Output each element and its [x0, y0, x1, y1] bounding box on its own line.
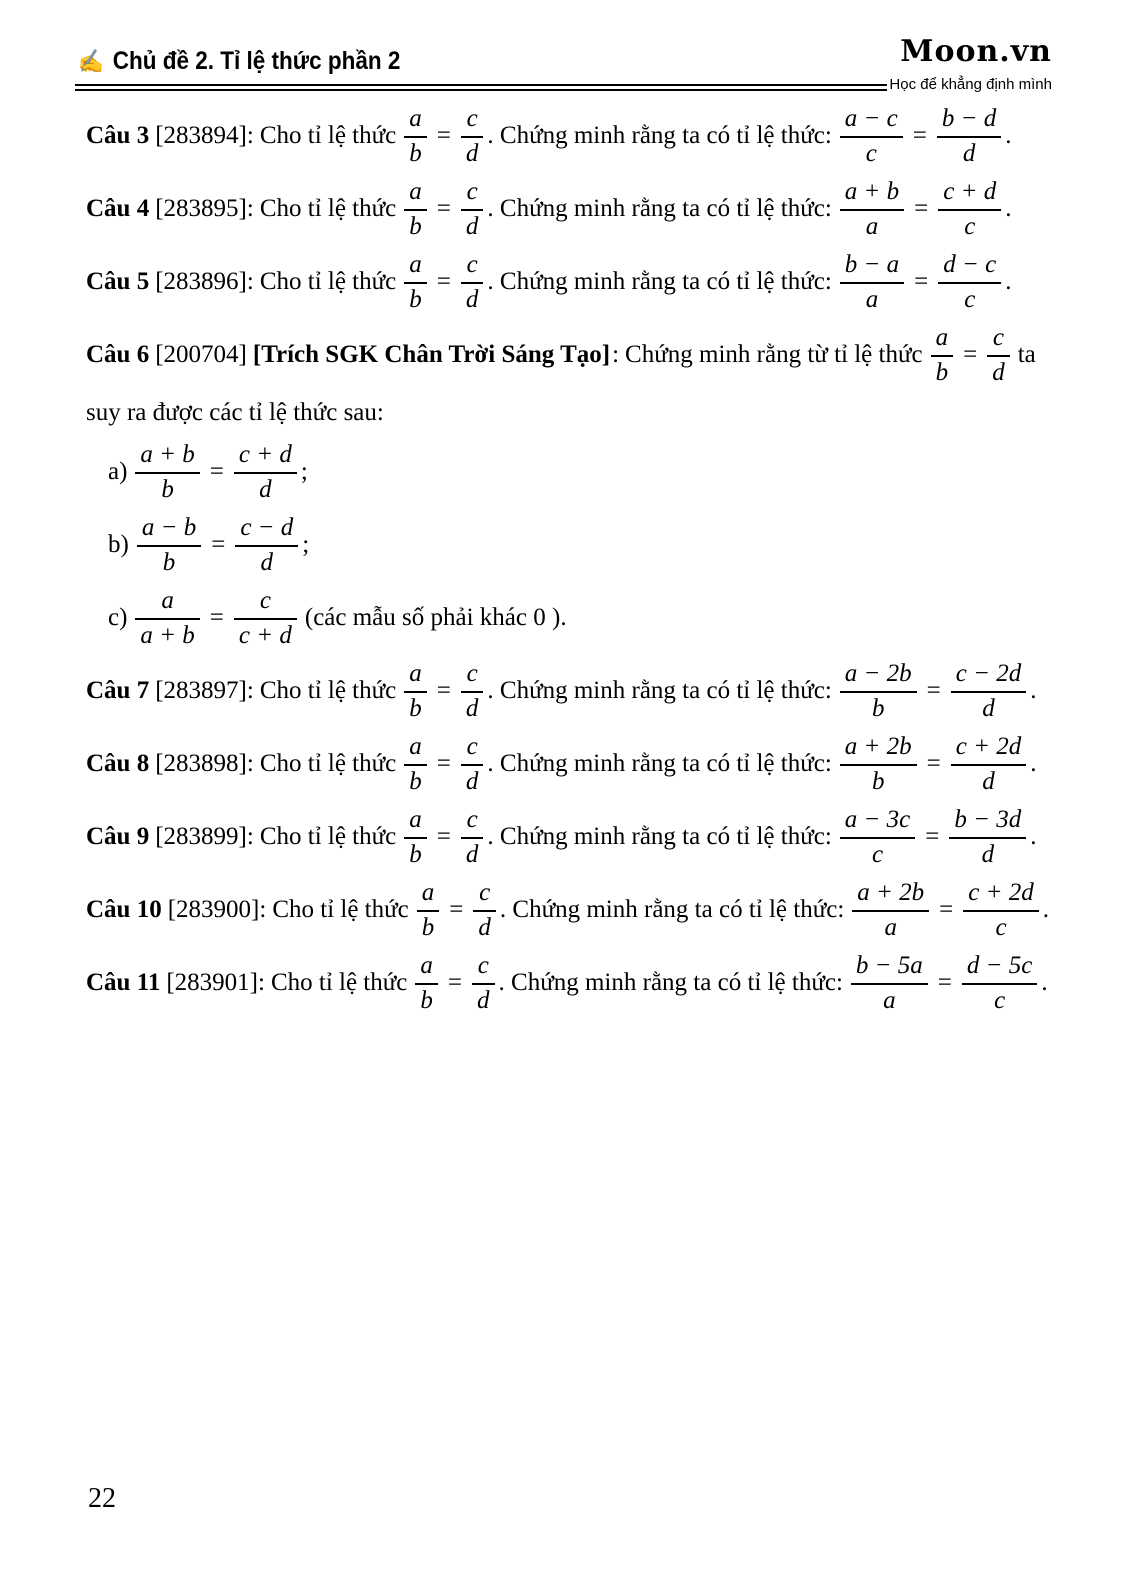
fraction: [851, 952, 928, 1015]
fraction-numerator: d − c: [938, 251, 1001, 284]
fraction-denominator: d: [465, 285, 479, 313]
fraction: [461, 806, 484, 869]
question-cau-11: [86, 951, 1056, 1015]
question-cau-3: [86, 104, 1056, 168]
question-lead: Cho tỉ lệ thức: [272, 896, 409, 923]
fraction-numerator: a: [404, 251, 427, 284]
fraction-denominator: b: [409, 212, 422, 240]
fraction-numerator: b − 5a: [851, 952, 928, 985]
fraction: [472, 952, 495, 1015]
fraction: [840, 733, 917, 796]
fraction-denominator: d: [260, 548, 274, 576]
fraction: [938, 251, 1001, 314]
fraction-numerator: c − 2d: [951, 660, 1026, 693]
fraction-numerator: a − 3c: [840, 806, 915, 839]
question-label: Câu 8: [86, 750, 150, 777]
question-code: [283894]:: [155, 122, 254, 149]
question-cau-7: [86, 659, 1056, 723]
fraction-numerator: c: [461, 733, 484, 766]
fraction: [461, 251, 484, 314]
fraction: [404, 178, 427, 241]
equals-sign: =: [209, 604, 224, 631]
fraction-numerator: c + d: [938, 178, 1001, 211]
fraction-numerator: c: [987, 324, 1010, 357]
equals-sign: =: [436, 750, 451, 777]
fraction: [234, 441, 297, 504]
fraction: [461, 733, 484, 796]
fraction-denominator: d: [477, 986, 490, 1014]
question-cau-6-item-a: [108, 440, 1056, 504]
question-label: Câu 7: [86, 677, 150, 704]
page-number: 22: [88, 1483, 116, 1514]
question-label: Câu 11: [86, 969, 161, 996]
question-lead: Cho tỉ lệ thức: [270, 969, 408, 996]
fraction: [931, 324, 954, 387]
fraction-numerator: a + b: [840, 178, 904, 211]
question-end: .: [1042, 896, 1049, 923]
fraction-numerator: a − c: [840, 105, 903, 138]
fraction: [135, 441, 199, 504]
equals-sign: =: [447, 969, 463, 996]
fraction: [937, 105, 1001, 168]
fraction-denominator: b: [409, 694, 422, 722]
fraction: [949, 806, 1026, 869]
fraction: [404, 806, 427, 869]
question-label: Câu 4: [86, 195, 150, 222]
question-code: [283898]:: [155, 750, 254, 777]
fraction: [135, 587, 199, 650]
question-lead: Cho tỉ lệ thức: [259, 823, 397, 850]
equals-sign: =: [925, 823, 940, 850]
fraction: [404, 660, 427, 723]
question-mid: . Chứng minh rằng ta có tỉ lệ thức:: [487, 750, 832, 777]
question-mid: . Chứng minh rằng ta có tỉ lệ thức:: [487, 268, 832, 295]
question-label: Câu 6: [86, 341, 150, 368]
question-mid: . Chứng minh rằng ta có tỉ lệ thức:: [487, 195, 832, 222]
fraction: [404, 733, 427, 796]
fraction-denominator: d: [478, 913, 491, 941]
fraction-denominator: d: [465, 694, 479, 722]
equals-sign: =: [963, 341, 978, 368]
fraction: [137, 514, 201, 577]
header-title: [78, 47, 400, 76]
fraction-denominator: c: [964, 212, 976, 240]
fraction: [938, 178, 1001, 241]
fraction: [840, 105, 903, 168]
fraction-numerator: c: [461, 251, 484, 284]
fraction-denominator: d: [992, 358, 1005, 386]
fraction: [840, 251, 904, 314]
content-area: [86, 104, 1056, 1024]
question-end: .: [1030, 823, 1037, 850]
header-divider: [75, 84, 887, 91]
fraction-denominator: b: [409, 767, 422, 795]
fraction-denominator: d: [982, 694, 995, 722]
equals-sign: =: [937, 969, 952, 996]
fraction: [951, 733, 1026, 796]
fraction: [951, 660, 1026, 723]
question-end: .: [1005, 195, 1012, 222]
fraction-denominator: b: [161, 475, 174, 503]
fraction-denominator: b: [421, 913, 435, 941]
equals-sign: =: [209, 458, 224, 485]
fraction-numerator: a: [404, 178, 427, 211]
fraction-numerator: a + 2b: [852, 879, 929, 912]
fraction-numerator: b − d: [937, 105, 1001, 138]
fraction-numerator: c + 2d: [963, 879, 1038, 912]
question-mid: . Chứng minh rằng ta có tỉ lệ thức:: [498, 969, 843, 996]
fraction-numerator: c: [461, 178, 484, 211]
fraction-numerator: a: [404, 733, 427, 766]
equals-sign: =: [436, 268, 451, 295]
fraction-numerator: c: [473, 879, 496, 912]
fraction-numerator: c − d: [235, 514, 298, 547]
fraction-denominator: d: [981, 840, 995, 868]
fraction-numerator: c: [461, 660, 484, 693]
question-lead: Cho tỉ lệ thức: [259, 677, 397, 704]
question-end: .: [1041, 969, 1048, 996]
fraction-denominator: b: [409, 139, 422, 167]
equals-sign: =: [939, 896, 954, 923]
fraction: [234, 587, 297, 650]
equals-sign: =: [912, 122, 927, 149]
question-label: Câu 10: [86, 896, 162, 923]
fraction: [404, 105, 427, 168]
fraction-denominator: c: [994, 986, 1006, 1014]
question-cau-6-item-b: [108, 513, 1056, 577]
fraction: [987, 324, 1010, 387]
fraction-numerator: c + d: [234, 441, 297, 474]
fraction-denominator: a: [883, 986, 896, 1014]
fraction-numerator: d − 5c: [962, 952, 1037, 985]
question-cau-6-line2: [86, 396, 1056, 430]
fraction-numerator: c + 2d: [951, 733, 1026, 766]
item-label: c): [108, 604, 128, 631]
fraction-numerator: a: [931, 324, 954, 357]
question-end: .: [1030, 750, 1037, 777]
question-lead: Cho tỉ lệ thức: [259, 195, 397, 222]
fraction-numerator: c: [461, 105, 484, 138]
question-lead: Cho tỉ lệ thức: [259, 750, 397, 777]
question-label: Câu 9: [86, 823, 150, 850]
chapter-title: Chủ đề 2. Tỉ lệ thức phần 2: [112, 47, 401, 75]
logo-tagline: Học để khẳng định mình: [889, 76, 1052, 93]
fraction-denominator: b: [935, 358, 949, 386]
question-text: suy ra được các tỉ lệ thức sau:: [86, 399, 384, 426]
moon-logo: Moon.vn: [900, 34, 1052, 69]
fraction-denominator: b: [409, 840, 422, 868]
question-code: [283896]:: [155, 268, 254, 295]
fraction: [235, 514, 298, 577]
equals-sign: =: [436, 677, 451, 704]
question-code: [283900]:: [167, 896, 267, 923]
fraction-numerator: a: [404, 806, 427, 839]
fraction-numerator: c: [472, 952, 495, 985]
fraction: [415, 952, 438, 1015]
fraction-denominator: d: [962, 139, 976, 167]
fraction-denominator: a: [884, 913, 897, 941]
fraction-denominator: b: [409, 285, 422, 313]
fraction-denominator: d: [259, 475, 272, 503]
fraction-numerator: a − 2b: [840, 660, 917, 693]
fraction-numerator: b − a: [840, 251, 904, 284]
fraction-numerator: a: [404, 660, 427, 693]
question-after: ta: [1017, 341, 1036, 368]
fraction-numerator: c: [461, 806, 484, 839]
question-code: [283895]:: [155, 195, 254, 222]
question-end: .: [1005, 268, 1012, 295]
fraction-numerator: c: [234, 587, 297, 620]
question-code: [283901]:: [166, 969, 265, 996]
question-lead: Cho tỉ lệ thức: [259, 268, 397, 295]
fraction: [461, 105, 484, 168]
fraction-denominator: c: [964, 285, 976, 313]
fraction-denominator: b: [420, 986, 433, 1014]
fraction-denominator: c: [865, 139, 877, 167]
question-label: Câu 3: [86, 122, 150, 149]
item-end: (các mẫu số phải khác 0 ).: [304, 604, 567, 631]
equals-sign: =: [436, 195, 451, 222]
question-colon: :: [612, 341, 620, 368]
fraction: [963, 879, 1038, 942]
fraction: [461, 660, 484, 723]
equals-sign: =: [436, 823, 451, 850]
item-label: b): [108, 531, 129, 558]
question-mid: . Chứng minh rằng ta có tỉ lệ thức:: [487, 122, 832, 149]
question-label: Câu 5: [86, 268, 150, 295]
question-source: [Trích SGK Chân Trời Sáng Tạo]: [252, 341, 611, 368]
fraction-denominator: b: [871, 694, 885, 722]
fraction: [404, 251, 427, 314]
fraction-numerator: a: [415, 952, 438, 985]
question-mid: . Chứng minh rằng ta có tỉ lệ thức:: [487, 823, 832, 850]
question-lead: Chứng minh rằng từ tỉ lệ thức: [625, 341, 923, 368]
fraction-denominator: b: [871, 767, 885, 795]
question-cau-8: [86, 732, 1056, 796]
question-cau-6-item-c: [108, 586, 1056, 650]
fraction: [962, 952, 1037, 1015]
fraction-numerator: a: [404, 105, 427, 138]
fraction-numerator: a: [135, 587, 199, 620]
equals-sign: =: [926, 677, 941, 704]
equals-sign: =: [914, 195, 929, 222]
pen-icon: ✍: [78, 48, 104, 74]
fraction: [417, 879, 440, 942]
question-cau-4: [86, 177, 1056, 241]
equals-sign: =: [436, 122, 451, 149]
fraction-numerator: b − 3d: [949, 806, 1026, 839]
question-cau-5: [86, 250, 1056, 314]
equals-sign: =: [914, 268, 929, 295]
fraction-denominator: a: [865, 285, 879, 313]
fraction: [840, 178, 904, 241]
question-cau-6: [86, 323, 1056, 387]
question-cau-10: [86, 878, 1056, 942]
fraction-numerator: a + 2b: [840, 733, 917, 766]
fraction-denominator: d: [465, 212, 479, 240]
fraction-denominator: a: [865, 212, 879, 240]
fraction: [461, 178, 484, 241]
item-end: ;: [300, 458, 308, 485]
fraction-denominator: d: [465, 139, 479, 167]
question-end: .: [1030, 677, 1037, 704]
item-label: a): [108, 458, 128, 485]
equals-sign: =: [449, 896, 464, 923]
question-cau-9: [86, 805, 1056, 869]
equals-sign: =: [926, 750, 941, 777]
fraction-denominator: d: [465, 767, 479, 795]
fraction-denominator: a + b: [140, 621, 195, 649]
equals-sign: =: [211, 531, 226, 558]
fraction-numerator: a: [417, 879, 440, 912]
question-lead: Cho tỉ lệ thức: [259, 122, 397, 149]
fraction-denominator: c: [871, 840, 884, 868]
fraction: [840, 660, 917, 723]
item-end: ;: [302, 531, 310, 558]
fraction: [840, 806, 915, 869]
question-mid: . Chứng minh rằng ta có tỉ lệ thức:: [487, 677, 832, 704]
question-mid: . Chứng minh rằng ta có tỉ lệ thức:: [499, 896, 845, 923]
fraction: [473, 879, 496, 942]
fraction-denominator: d: [465, 840, 479, 868]
fraction-denominator: c: [995, 913, 1007, 941]
question-code: [283897]:: [155, 677, 254, 704]
fraction-denominator: d: [982, 767, 995, 795]
fraction: [852, 879, 929, 942]
question-code: [283899]:: [155, 823, 254, 850]
fraction-numerator: a − b: [137, 514, 201, 547]
fraction-denominator: b: [162, 548, 176, 576]
fraction-numerator: a + b: [135, 441, 199, 474]
question-end: .: [1005, 122, 1012, 149]
fraction-denominator: c + d: [238, 621, 292, 649]
question-code: [200704]: [155, 341, 247, 368]
